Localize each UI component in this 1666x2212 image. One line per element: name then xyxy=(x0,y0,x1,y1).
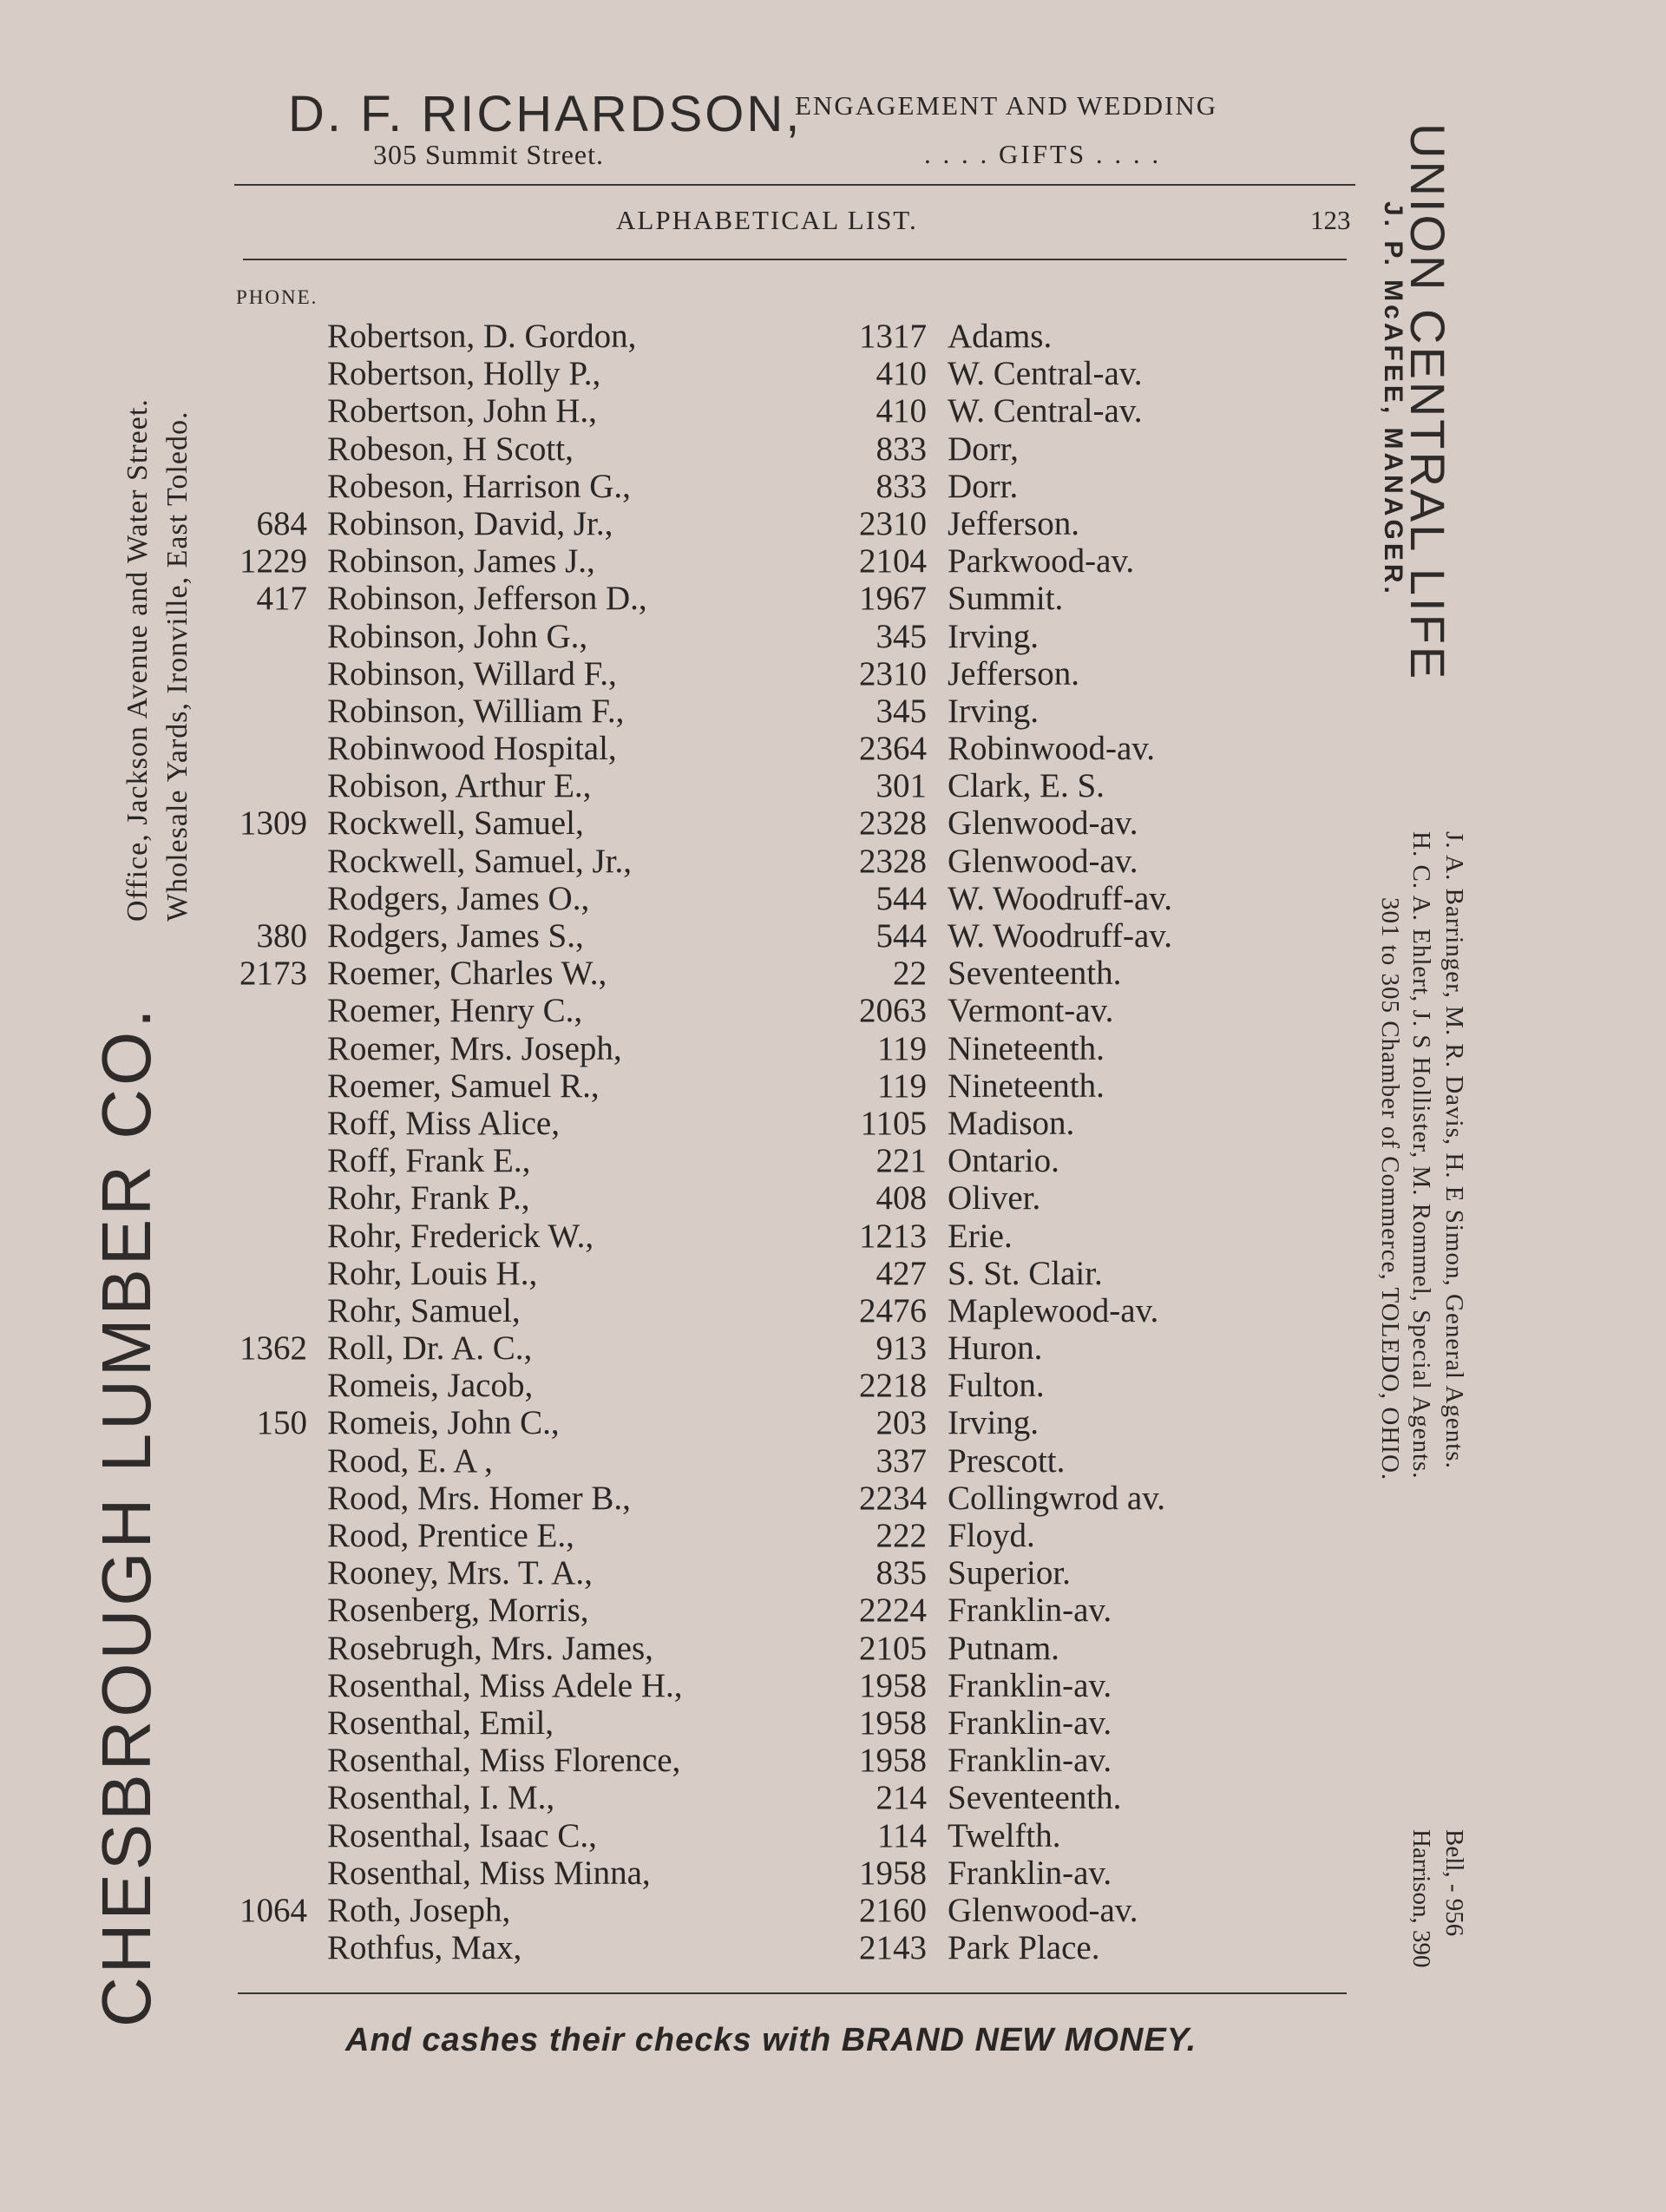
entry-name: Rothfus, Max, xyxy=(327,1929,522,1967)
directory-entry xyxy=(227,580,1269,617)
directory-entry xyxy=(227,430,1269,468)
directory-entry xyxy=(227,1779,1269,1816)
right-bell-phone: Bell, - 956 xyxy=(1440,1829,1468,1937)
entry-name: Roemer, Samuel R., xyxy=(327,1067,600,1105)
left-yards-line: Wholesale Yards, Ironville, East Toledo. xyxy=(161,410,193,922)
entry-name: Rockwell, Samuel, Jr., xyxy=(327,842,632,880)
entry-house-number: 301 xyxy=(876,767,927,805)
entry-street: W. Woodruff-av. xyxy=(948,917,1172,955)
directory-entry xyxy=(227,955,1269,992)
entry-street: Irving. xyxy=(948,1404,1040,1442)
directory-entry xyxy=(227,1854,1269,1892)
entry-house-number: 2328 xyxy=(859,804,927,843)
directory-entry xyxy=(227,880,1269,917)
directory-entry xyxy=(227,730,1269,767)
entry-house-number: 2234 xyxy=(859,1479,927,1517)
entry-name: Roff, Frank E., xyxy=(327,1142,531,1180)
directory-entry xyxy=(227,468,1269,505)
directory-list xyxy=(227,318,1269,1966)
entry-house-number: 835 xyxy=(876,1554,927,1592)
entry-house-number: 1958 xyxy=(859,1703,927,1742)
directory-entry xyxy=(227,804,1269,842)
entry-house-number: 1213 xyxy=(859,1217,927,1255)
entry-name: Rosenthal, I. M., xyxy=(327,1779,555,1817)
entry-name: Roemer, Mrs. Joseph, xyxy=(327,1029,622,1067)
entry-street: Seventeenth. xyxy=(948,1779,1122,1817)
entry-house-number: 1958 xyxy=(859,1742,927,1780)
entry-name: Rohr, Frederick W., xyxy=(327,1217,594,1255)
entry-phone: 1309 xyxy=(239,804,307,843)
entry-street: Putnam. xyxy=(948,1629,1059,1667)
right-general-agents: J. A. Barringer, M. R. Davis, H. E Simon, General Agents. xyxy=(1440,831,1468,1469)
directory-entry xyxy=(227,1067,1269,1105)
left-office-line: Office, Jackson Avenue and Water Street. xyxy=(121,398,154,922)
entry-house-number: 221 xyxy=(876,1142,927,1180)
directory-entry xyxy=(227,1255,1269,1292)
entry-house-number: 2224 xyxy=(859,1592,927,1630)
entry-street: S. St. Clair. xyxy=(948,1254,1103,1292)
entry-house-number: 22 xyxy=(893,955,927,993)
entry-house-number: 2143 xyxy=(859,1929,927,1967)
entry-name: Romeis, John C., xyxy=(327,1404,560,1442)
entry-name: Robertson, John H., xyxy=(327,392,597,430)
directory-entry xyxy=(227,1554,1269,1592)
directory-entry xyxy=(227,1592,1269,1629)
entry-house-number: 337 xyxy=(876,1441,927,1480)
entry-name: Rooney, Mrs. T. A., xyxy=(327,1554,593,1592)
directory-entry xyxy=(227,655,1269,692)
directory-entry xyxy=(227,1142,1269,1179)
directory-entry xyxy=(227,692,1269,730)
directory-entry xyxy=(227,1030,1269,1067)
entry-name: Rodgers, James O., xyxy=(327,879,590,917)
directory-entry xyxy=(227,1329,1269,1367)
entry-name: Robinson, Willard F., xyxy=(327,654,617,692)
directory-entry xyxy=(227,992,1269,1029)
directory-entry xyxy=(227,843,1269,880)
entry-phone: 1362 xyxy=(239,1329,307,1368)
entry-house-number: 2364 xyxy=(859,730,927,768)
entry-house-number: 913 xyxy=(876,1329,927,1368)
entry-street: Glenwood-av. xyxy=(948,1891,1138,1929)
right-special-agents: H. C. A. Ehlert, J. S Hollister, M. Rommel, Special Agents. xyxy=(1407,831,1435,1480)
entry-house-number: 345 xyxy=(876,692,927,730)
entry-street: Parkwood-av. xyxy=(948,542,1135,581)
entry-street: Maplewood-av. xyxy=(948,1291,1159,1329)
entry-street: Glenwood-av. xyxy=(948,842,1138,880)
entry-house-number: 1317 xyxy=(859,318,927,355)
right-harrison-phone: Harrison, 390 xyxy=(1407,1829,1435,1968)
entry-street: Madison. xyxy=(948,1104,1075,1142)
entry-house-number: 427 xyxy=(876,1254,927,1292)
entry-house-number: 2310 xyxy=(859,504,927,542)
directory-entry xyxy=(227,1179,1269,1217)
header-rule xyxy=(234,184,1355,186)
entry-street: Nineteenth. xyxy=(948,1067,1105,1105)
entry-name: Romeis, Jacob, xyxy=(327,1367,534,1405)
entry-name: Roemer, Henry C., xyxy=(327,992,583,1030)
entry-street: Irving. xyxy=(948,692,1040,730)
directory-entry xyxy=(227,917,1269,955)
entry-phone: 380 xyxy=(256,917,307,955)
entry-street: Jefferson. xyxy=(948,654,1079,692)
left-company-name: CHESBROUGH LUMBER CO. xyxy=(88,1005,165,2027)
directory-entry xyxy=(227,1105,1269,1142)
directory-entry xyxy=(227,767,1269,804)
directory-entry xyxy=(227,1292,1269,1329)
entry-phone: 684 xyxy=(256,504,307,542)
entry-house-number: 114 xyxy=(876,1816,927,1854)
advertiser-name: D. F. RICHARDSON, xyxy=(288,86,803,142)
directory-entry xyxy=(227,318,1269,355)
entry-street: Superior. xyxy=(948,1554,1071,1592)
entry-street: Erie. xyxy=(948,1217,1013,1255)
directory-entry xyxy=(227,1817,1269,1854)
entry-house-number: 2104 xyxy=(859,542,927,581)
directory-entry xyxy=(227,1667,1269,1704)
entry-phone: 417 xyxy=(256,580,307,618)
entry-street: Franklin-av. xyxy=(948,1703,1112,1742)
directory-entry xyxy=(227,1742,1269,1779)
entry-street: Prescott. xyxy=(948,1441,1066,1480)
footer-rule xyxy=(238,1992,1347,1994)
entry-name: Robinson, Jefferson D., xyxy=(327,580,647,618)
directory-entry xyxy=(227,1630,1269,1667)
entry-name: Robison, Arthur E., xyxy=(327,767,592,805)
entry-name: Robinson, William F., xyxy=(327,692,625,730)
entry-street: Nineteenth. xyxy=(948,1029,1105,1067)
entry-house-number: 544 xyxy=(876,879,927,917)
entry-house-number: 2063 xyxy=(859,992,927,1030)
entry-street: Park Place. xyxy=(948,1929,1100,1967)
entry-street: Franklin-av. xyxy=(948,1742,1112,1780)
entry-street: Dorr, xyxy=(948,430,1019,468)
directory-entry xyxy=(227,392,1269,430)
entry-house-number: 2218 xyxy=(859,1367,927,1405)
advertiser-tagline: ENGAGEMENT AND WEDDING xyxy=(795,90,1218,121)
entry-name: Rosenthal, Miss Florence, xyxy=(327,1742,681,1780)
entry-street: Fulton. xyxy=(948,1367,1045,1405)
entry-name: Rohr, Frank P., xyxy=(327,1179,530,1218)
entry-phone: 1229 xyxy=(239,542,307,581)
entry-house-number: 2105 xyxy=(859,1629,927,1667)
entry-name: Rood, E. A , xyxy=(327,1441,493,1480)
page-number: 123 xyxy=(1310,205,1351,235)
directory-entry xyxy=(227,1442,1269,1480)
entry-house-number: 214 xyxy=(876,1779,927,1817)
right-manager: J. P. McAFEE, MANAGER. xyxy=(1379,201,1407,597)
entry-street: Clark, E. S. xyxy=(948,767,1105,805)
advertiser-address: 305 Summit Street. xyxy=(373,139,604,170)
directory-entry xyxy=(227,1218,1269,1255)
entry-street: Franklin-av. xyxy=(948,1854,1112,1892)
directory-entry xyxy=(227,1404,1269,1441)
entry-street: Ontario. xyxy=(948,1142,1059,1180)
right-company-name: UNION CENTRAL LIFE xyxy=(1400,123,1455,682)
entry-street: Twelfth. xyxy=(948,1816,1061,1854)
entry-house-number: 1105 xyxy=(860,1104,927,1142)
entry-name: Rosenthal, Emil, xyxy=(327,1703,554,1742)
entry-street: Glenwood-av. xyxy=(948,804,1138,843)
entry-name: Rood, Prentice E., xyxy=(327,1517,574,1554)
entry-street: Vermont-av. xyxy=(948,992,1114,1030)
entry-street: Irving. xyxy=(948,617,1040,655)
entry-name: Robertson, D. Gordon, xyxy=(327,318,637,355)
entry-street: W. Woodruff-av. xyxy=(948,879,1172,917)
directory-entry xyxy=(227,355,1269,392)
entry-name: Rockwell, Samuel, xyxy=(327,804,584,843)
entry-house-number: 410 xyxy=(876,392,927,430)
entry-street: Collingwrod av. xyxy=(948,1479,1165,1517)
entry-name: Robinwood Hospital, xyxy=(327,730,617,768)
entry-name: Robinson, James J., xyxy=(327,542,595,581)
entry-name: Roff, Miss Alice, xyxy=(327,1104,560,1142)
entry-street: Franklin-av. xyxy=(948,1592,1112,1630)
entry-house-number: 1958 xyxy=(859,1854,927,1892)
entry-house-number: 222 xyxy=(876,1517,927,1554)
entry-house-number: 119 xyxy=(876,1067,927,1105)
entry-house-number: 2160 xyxy=(859,1891,927,1929)
directory-entry xyxy=(227,1517,1269,1554)
entry-house-number: 345 xyxy=(876,617,927,655)
entry-street: Seventeenth. xyxy=(948,955,1122,993)
entry-name: Robinson, John G., xyxy=(327,617,588,655)
entry-house-number: 2476 xyxy=(859,1291,927,1329)
entry-street: Floyd. xyxy=(948,1517,1035,1554)
entry-name: Rodgers, James S., xyxy=(327,917,584,955)
entry-house-number: 410 xyxy=(876,355,927,393)
entry-house-number: 408 xyxy=(876,1179,927,1218)
entry-name: Robeson, Harrison G., xyxy=(327,467,631,505)
entry-street: W. Central-av. xyxy=(948,392,1143,430)
entry-street: Dorr. xyxy=(948,467,1019,505)
footer-slogan: And cashes their checks with BRAND NEW MONEY. xyxy=(345,2022,1197,2058)
entry-phone: 1064 xyxy=(239,1891,307,1929)
entry-house-number: 833 xyxy=(876,430,927,468)
page-title: ALPHABETICAL LIST. xyxy=(616,205,918,235)
entry-street: Franklin-av. xyxy=(948,1666,1112,1704)
entry-house-number: 2310 xyxy=(859,654,927,692)
right-address: 301 to 305 Chamber of Commerce, TOLEDO, OHIO. xyxy=(1376,897,1404,1481)
entry-name: Robeson, H Scott, xyxy=(327,430,574,468)
entry-house-number: 2328 xyxy=(859,842,927,880)
entry-house-number: 1967 xyxy=(859,580,927,618)
entry-name: Rosenthal, Miss Adele H., xyxy=(327,1666,683,1704)
entry-street: Summit. xyxy=(948,580,1064,618)
entry-name: Rosenthal, Isaac C., xyxy=(327,1816,597,1854)
entry-name: Rood, Mrs. Homer B., xyxy=(327,1479,631,1517)
entry-name: Rohr, Louis H., xyxy=(327,1254,538,1292)
entry-phone: 150 xyxy=(256,1404,307,1442)
directory-entry xyxy=(227,1367,1269,1404)
entry-name: Roth, Joseph, xyxy=(327,1891,511,1929)
entry-street: Oliver. xyxy=(948,1179,1041,1218)
entry-street: W. Central-av. xyxy=(948,355,1143,393)
entry-name: Roll, Dr. A. C., xyxy=(327,1329,533,1368)
directory-entry xyxy=(227,1892,1269,1929)
entry-name: Robinson, David, Jr., xyxy=(327,504,613,542)
entry-phone: 2173 xyxy=(239,955,307,993)
entry-name: Rosebrugh, Mrs. James, xyxy=(327,1629,653,1667)
entry-house-number: 1958 xyxy=(859,1666,927,1704)
entry-street: Huron. xyxy=(948,1329,1043,1368)
phone-column-label: PHONE. xyxy=(236,286,318,308)
entry-name: Rosenthal, Miss Minna, xyxy=(327,1854,651,1892)
directory-entry xyxy=(227,1704,1269,1742)
entry-name: Robertson, Holly P., xyxy=(327,355,601,393)
title-rule xyxy=(243,259,1347,260)
advertiser-gifts: . . . . GIFTS . . . . xyxy=(924,139,1162,169)
entry-house-number: 203 xyxy=(876,1404,927,1442)
directory-entry xyxy=(227,1480,1269,1517)
entry-name: Roemer, Charles W., xyxy=(327,955,607,993)
directory-entry xyxy=(227,618,1269,655)
entry-house-number: 544 xyxy=(876,917,927,955)
entry-street: Jefferson. xyxy=(948,504,1079,542)
entry-street: Robinwood-av. xyxy=(948,730,1156,768)
directory-entry xyxy=(227,1929,1269,1966)
entry-house-number: 119 xyxy=(876,1029,927,1067)
directory-entry xyxy=(227,505,1269,542)
entry-name: Rohr, Samuel, xyxy=(327,1291,521,1329)
entry-house-number: 833 xyxy=(876,467,927,505)
entry-name: Rosenberg, Morris, xyxy=(327,1592,589,1630)
directory-entry xyxy=(227,542,1269,580)
entry-street: Adams. xyxy=(948,318,1053,355)
